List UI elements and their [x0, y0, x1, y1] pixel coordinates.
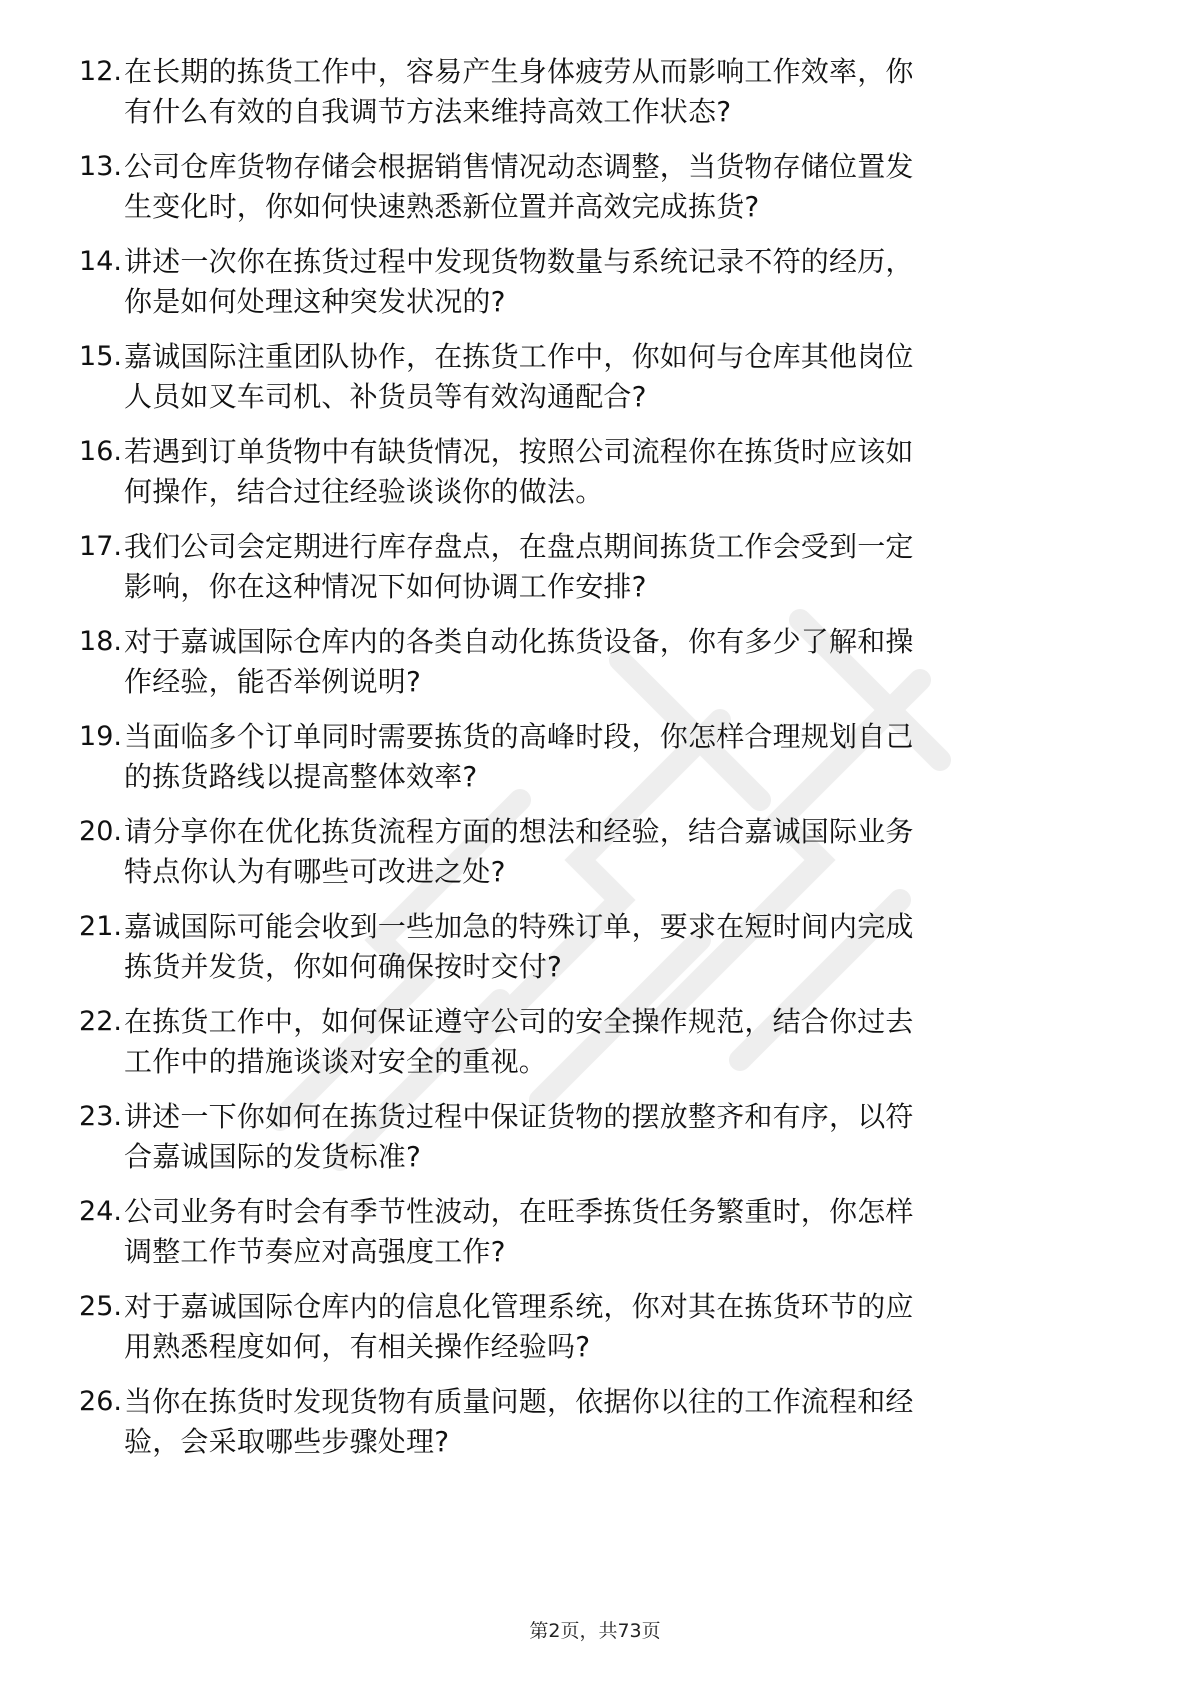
question-line: 影响，你在这种情况下如何协调工作安排? [124, 570, 647, 603]
question-number: 15. [79, 341, 122, 372]
question-text [124, 52, 1118, 132]
question-line: 当面临多个订单同时需要拣货的高峰时段，你怎样合理规划自己 [124, 720, 914, 753]
question-text [124, 1382, 1118, 1462]
question-line: 讲述一次你在拣货过程中发现货物数量与系统记录不符的经历， [124, 245, 914, 278]
question-line: 生变化时，你如何快速熟悉新位置并高效完成拣货? [124, 190, 760, 223]
question-text [124, 1002, 1118, 1082]
question-number: 24. [79, 1196, 122, 1227]
question-number: 14. [79, 246, 122, 277]
question-item [58, 147, 1118, 227]
question-item [58, 527, 1118, 607]
question-number: 26. [79, 1386, 122, 1417]
question-number: 22. [79, 1006, 122, 1037]
question-number: 25. [79, 1291, 122, 1322]
page-footer [0, 1618, 1190, 1644]
question-line: 调整工作节奏应对高强度工作? [124, 1235, 506, 1268]
question-line: 验，会采取哪些步骤处理? [124, 1425, 450, 1458]
question-line: 公司业务有时会有季节性波动，在旺季拣货任务繁重时，你怎样 [124, 1195, 914, 1228]
question-line: 特点你认为有哪些可改进之处? [124, 855, 506, 888]
question-text [124, 242, 1118, 322]
question-line: 请分享你在优化拣货流程方面的想法和经验，结合嘉诚国际业务 [124, 815, 914, 848]
question-text [124, 1287, 1118, 1367]
question-item [58, 337, 1118, 417]
question-line: 用熟悉程度如何，有相关操作经验吗? [124, 1330, 591, 1363]
question-line: 对于嘉诚国际仓库内的信息化管理系统，你对其在拣货环节的应 [124, 1290, 914, 1323]
question-line: 我们公司会定期进行库存盘点，在盘点期间拣货工作会受到一定 [124, 530, 914, 563]
question-line: 人员如叉车司机、补货员等有效沟通配合? [124, 380, 647, 413]
question-number: 21. [79, 911, 122, 942]
question-line: 嘉诚国际注重团队协作，在拣货工作中，你如何与仓库其他岗位 [124, 340, 914, 373]
question-line: 公司仓库货物存储会根据销售情况动态调整，当货物存储位置发 [124, 150, 914, 183]
question-text [124, 812, 1118, 892]
question-line: 若遇到订单货物中有缺货情况，按照公司流程你在拣货时应该如 [124, 435, 914, 468]
question-line: 在长期的拣货工作中，容易产生身体疲劳从而影响工作效率，你 [124, 55, 914, 88]
question-line: 有什么有效的自我调节方法来维持高效工作状态? [124, 95, 732, 128]
question-number: 13. [79, 151, 122, 182]
question-line: 当你在拣货时发现货物有质量问题，依据你以往的工作流程和经 [124, 1385, 914, 1418]
question-number: 18. [79, 626, 122, 657]
question-number: 16. [79, 436, 122, 467]
page-number-label: 第2页，共73页 [529, 1620, 661, 1642]
question-item [58, 622, 1118, 702]
question-item [58, 1097, 1118, 1177]
question-text [124, 337, 1118, 417]
question-item [58, 1192, 1118, 1272]
question-number: 17. [79, 531, 122, 562]
question-number: 23. [79, 1101, 122, 1132]
question-number: 20. [79, 816, 122, 847]
question-item [58, 242, 1118, 322]
question-text [124, 147, 1118, 227]
question-line: 你是如何处理这种突发状况的? [124, 285, 506, 318]
question-text [124, 717, 1118, 797]
question-text [124, 622, 1118, 702]
question-text [124, 1097, 1118, 1177]
question-item [58, 812, 1118, 892]
question-line: 合嘉诚国际的发货标准? [124, 1140, 422, 1173]
question-item [58, 1382, 1118, 1462]
question-text [124, 1192, 1118, 1272]
question-line: 在拣货工作中，如何保证遵守公司的安全操作规范，结合你过去 [124, 1005, 914, 1038]
question-text [124, 907, 1118, 987]
question-item [58, 1002, 1118, 1082]
question-item [58, 432, 1118, 512]
question-number: 19. [79, 721, 122, 752]
question-line: 的拣货路线以提高整体效率? [124, 760, 478, 793]
question-line: 工作中的措施谈谈对安全的重视。 [124, 1045, 548, 1078]
question-line: 讲述一下你如何在拣货过程中保证货物的摆放整齐和有序，以符 [124, 1100, 914, 1133]
question-item [58, 52, 1118, 132]
question-item [58, 1287, 1118, 1367]
question-number: 12. [79, 56, 122, 87]
question-text [124, 432, 1118, 512]
question-item [58, 717, 1118, 797]
question-line: 作经验，能否举例说明? [124, 665, 422, 698]
question-item [58, 907, 1118, 987]
question-line: 何操作，结合过往经验谈谈你的做法。 [124, 475, 604, 508]
question-line: 对于嘉诚国际仓库内的各类自动化拣货设备，你有多少了解和操 [124, 625, 914, 658]
question-line: 拣货并发货，你如何确保按时交付? [124, 950, 563, 983]
question-line: 嘉诚国际可能会收到一些加急的特殊订单，要求在短时间内完成 [124, 910, 914, 943]
question-text [124, 527, 1118, 607]
